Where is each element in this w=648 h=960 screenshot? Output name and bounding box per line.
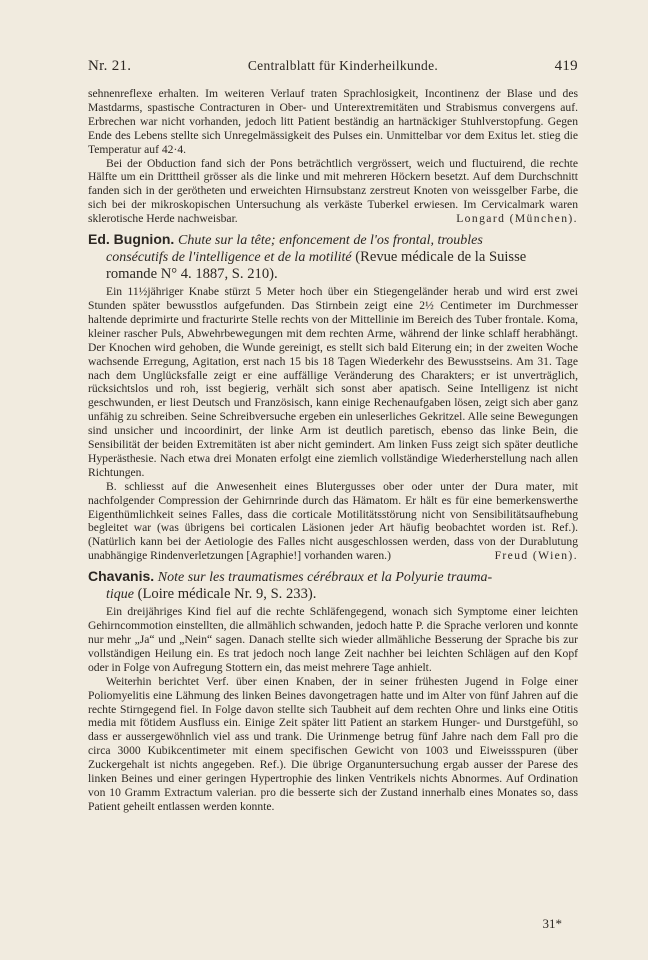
- continued-paragraph-2: [88, 157, 578, 227]
- article-source: (Loire médicale Nr. 9, S. 233).: [137, 586, 317, 603]
- article-heading-line-2: [88, 249, 578, 283]
- paragraph-text: B. schliesst auf die Anwesenheit eines Blutergusses ober oder unter der Dura mater, mit nachfolgender Compression der Gehirnrinde durch das Hämatom. Er hält es für eine bemerkenswerthe Eigenthümlichkeit seines Falles, dass die corticale Motilitätsstörung nicht von Sensibilitätsaufhebung begleitet war (was übrigens bei corticalen Läsionen jeder Art häufig beobachtet worden ist. Ref.). (Natürlich kann bei der Aetiologie des Falles nicht ausgeschlossen werden, dass von der Durablutung unabhängige Rindenverletzungen [Agraphie!] vorhanden waren.): [88, 479, 578, 563]
- article-heading: [88, 568, 578, 603]
- article-title-line-1: Chute sur la tête; enfoncement de l'os frontal, troubles: [177, 233, 483, 249]
- continued-article: [88, 87, 578, 226]
- article-paragraph: Ein dreijähriges Kind fiel auf die rechte Schläfengegend, wonach sich Symptome einer leichten Gehirncommotion einstellten, die allmählich schwanden, jedoch hatte P. die Sprache verloren und konnte nur mehr „Ja“ und „Nein“ sagen. Danach stellte sich wieder allmähliche Besserung der Sprache bis zur vollständigen Heilung ein. Es trat jedoch noch lange Zeit nachher bei leichten Schlägen auf den Kopf oder in Folge von Aufregung Stottern ein, das meist mehrere Tage anhielt.: [88, 605, 578, 674]
- continued-paragraph-1: sehnenreflexe erhalten. Im weiteren Verlauf traten Sprachlosigkeit, Incontinenz der Blase und des Mastdarms, spastische Contracturen in Ober- und Unterextremitäten und Strabismus convergens auf. Erbrechen war nicht vorhanden, jedoch litt Patient beständig an hartnäckiger Stuhlverstopfung. Gegen Ende des Lebens stellte sich Unregelmässigkeit des Pulses ein. Unmittelbar vor dem Exitus let. stieg die Temperatur auf 42·4.: [88, 87, 578, 156]
- article-heading: [88, 231, 578, 283]
- page-number: 419: [554, 58, 578, 74]
- article-chavanis: [88, 568, 578, 814]
- article-author: Ed. Bugnion.: [88, 231, 175, 248]
- reviewer-signature: Longard (München).: [456, 212, 578, 226]
- signature-mark: 31*: [542, 916, 562, 931]
- journal-title: Centralblatt für Kinderheilkunde.: [247, 58, 439, 73]
- article-author: Chavanis.: [88, 568, 155, 585]
- article-source: (Revue médicale de la Suisse romande N° 4. 1887, S. 210).: [106, 249, 527, 283]
- article-bugnion: [88, 231, 578, 563]
- issue-number: Nr. 21.: [88, 58, 132, 74]
- article-title-line-2: consécutifs de l'intelligence et de la motilité: [106, 250, 352, 266]
- reviewer-signature: Freud (Wien).: [494, 549, 578, 563]
- article-paragraph: Weiterhin berichtet Verf. über einen Knaben, der in seiner frühesten Jugend in Folge einer Poliomyelitis eine Lähmung des linken Beines davongetragen hatte und im Alter von fünf Jahren auf die rechte Stirngegend fiel. In Folge davon stellte sich Taubheit auf dem rechten Ohre und links eine Otitis media mit fötidem Ausfluss ein. Einige Zeit später litt Patient an starkem Hunger- und Durstgefühl, so dass er aussergewöhnlich viel ass und trank. Die Urinmenge betrug fünf Jahre nach dem Fall pro die circa 3000 Kubikcentimeter mit einem specifischen Gewicht von 1003 und Eiweissspuren (über Zuckergehalt ist nichts angegeben. Ref.). Die übrige Organuntersuchung ergab ausser der Parese des linken Beines und einer geringen Hypertrophie des linken Ventrikels nichts Abnormes. Auf Ordination von 10 Gramm Extractum valerian. pro die besserte sich der Zustand innerhalb eines Monates so, dass Patient geheilt entlassen werden konnte.: [88, 674, 578, 813]
- article-paragraph: [88, 480, 578, 563]
- article-title-line-2: tique: [106, 587, 134, 603]
- article-paragraph: Ein 11½jähriger Knabe stürzt 5 Meter hoch über ein Stiegengeländer herab und wird erst zwei Stunden später bewusstlos aufgefunden. Das Stirnbein zeigt eine 2½ Centimeter im Durchmesser haltende deprimirte und fracturirte Stelle rechts von der Mittellinie im Bereich des Tuber frontale. Koma, kleiner rascher Puls, Abwehrbewegungen mit dem rechten Arme, während der linke schlaff herabhängt. Der Knochen wird gehoben, die Wunde gereinigt, es stellt sich bald Eiterung ein; in der zweiten Woche wachsende Erregung, Agitation, erst nach 15 bis 18 Tagen Wiederkehr des Bewusstseins. Am 31. Tage nach dem Unglücksfalle zeigt er eine auffällige Veränderung des Charakters; er ist unverträglich, rücksichtslos und roh, isst begierig, verhält sich sonst aber apatisch. Seine Intelligenz ist nicht geschwunden, er liest Deutsch und Französisch, kann einige Rechenaufgaben lösen, zeigt sich aber ganz unfähig zu schreiben. Seine Schreibversuche ergeben ein unleserliches Gekritzel. Alle seine Bewegungen sind unsicher und incoordinirt, der linke Arm ist deutlich paretisch, ebenso das linke Bein, die Sensibilität der beiden Extremitäten ist aber nicht gemindert. Am linken Fuss zeigt sich später deutliche Hyperästhesie. Nach etwa drei Monaten erfolgt eine ziemlich vollständige Wiederherstellung nach allen Richtungen.: [88, 285, 578, 479]
- article-title-line-1: Note sur les traumatismes cérébraux et la Polyurie trauma-: [157, 570, 493, 586]
- paragraph-text: Bei der Obduction fand sich der Pons beträchtlich vergrössert, weich und fluctuirend, die rechte Hälfte um ein Dritttheil grösser als die linke und mit mehreren Höckern besetzt. Auf dem Durchschnitt fanden sich in der gerötheten und erweichten Hirnsubstanz zerstreut Knoten von weissgelber Farbe, die sich bei der mikroskopischen Untersuchung als verkäste Tuberkel erwiesen. Im Cervicalmark waren sklerotische Herde nachweisbar.: [88, 156, 578, 226]
- running-header: [88, 58, 578, 75]
- article-heading-line-2: [88, 586, 578, 603]
